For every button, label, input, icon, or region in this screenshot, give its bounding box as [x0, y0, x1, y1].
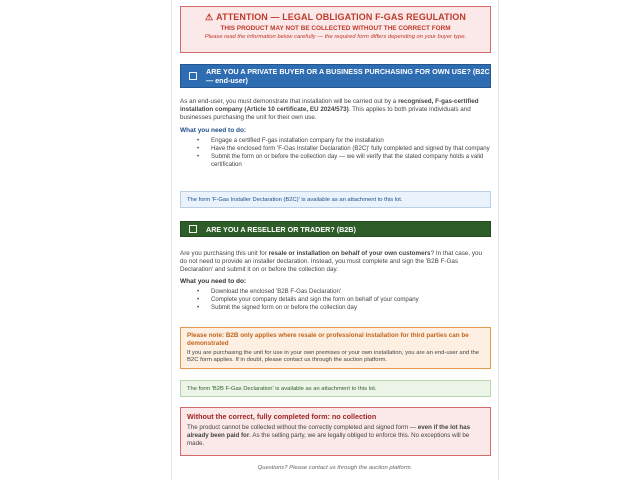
attention-banner — [180, 6, 491, 53]
no-collection-box — [180, 407, 491, 456]
no-collection-title: Without the correct, fully completed form: no collection — [187, 412, 377, 421]
b2b-what-heading: What you need to do: — [180, 278, 247, 285]
b2c-section-header — [180, 64, 491, 88]
b2b-warning-body: If you are purchasing the unit for use in your own premises or your own installation, you are an end-user and the B2C form applies. If in doubt, please contact us through the auction platform. — [187, 350, 480, 364]
no-collection-body: The product cannot be collected without the correctly completed and signed form — even if the lot has already been paid for. As the selling party, we are legally obliged to enforce this. No exceptions will be made. — [187, 424, 471, 447]
checkbox-icon — [189, 72, 197, 80]
list-item: • Download the enclosed 'B2B F-Gas Declaration' — [197, 288, 491, 296]
b2b-heading: ARE YOU A RESELLER OR TRADER? (B2B) — [206, 224, 356, 234]
b2c-attachment-note: The form 'F-Gas Installer Declaration (B2C)' is available as an attachment to this lot. — [180, 191, 491, 208]
list-item: • Have the enclosed form 'F-Gas Installer Declaration (B2C)' fully completed and signed by that company — [197, 145, 491, 153]
checkbox-icon — [189, 225, 197, 233]
footer-note: Questions? Please contact us through the auction platform. — [257, 465, 413, 471]
attention-note: Please read the information below carefully — the required form differs depending on your buyer type. — [204, 34, 467, 40]
list-item: • Complete your company details and sign the form on behalf of your company — [197, 296, 491, 304]
b2b-section-header — [180, 221, 491, 237]
document-page — [171, 0, 499, 480]
warning-icon: ⚠ — [205, 12, 214, 22]
b2c-heading: ARE YOU A PRIVATE BUYER OR A BUSINESS PURCHASING FOR OWN USE? (B2C — end-user) — [206, 67, 490, 85]
list-item: • Submit the form on or before the collection day — we will verify that the stated company holds a valid certification — [197, 153, 491, 168]
attention-title: ATTENTION — LEGAL OBLIGATION F-GAS REGULATION — [216, 12, 466, 22]
b2b-warning-title: Please note: B2B only applies where resale or professional installation for third parties can be demonstrated — [187, 332, 469, 347]
list-item: • Engage a certified F-gas installation company for the installation — [197, 137, 491, 145]
b2b-attachment-note: The form 'B2B F-Gas Declaration' is available as an attachment to this lot. — [180, 380, 491, 397]
b2b-warning-box — [180, 327, 491, 369]
attention-title-row — [181, 12, 490, 23]
attention-subtitle: THIS PRODUCT MAY NOT BE COLLECTED WITHOUT THE CORRECT FORM — [220, 25, 451, 32]
b2c-steps-list — [197, 137, 491, 169]
b2c-what-heading: What you need to do: — [180, 127, 247, 134]
b2b-intro: Are you purchasing this unit for resale or installation on behalf of your own customers? In that case, you do not need to provide an installer declaration. Instead, you must complete and sign the 'B2B F-Gas Declaration' and submit it on or before the collection day. — [180, 250, 483, 273]
b2b-steps-list — [197, 288, 491, 313]
b2c-intro: As an end-user, you must demonstrate that installation will be carried out by a recognised, F-gas-certified installation company (Article 10 certificate, EU 2024/573). This applies to both private individuals and businesses purchasing the unit for their own use. — [180, 98, 479, 121]
list-item: • Submit the signed form on or before the collection day — [197, 304, 491, 312]
